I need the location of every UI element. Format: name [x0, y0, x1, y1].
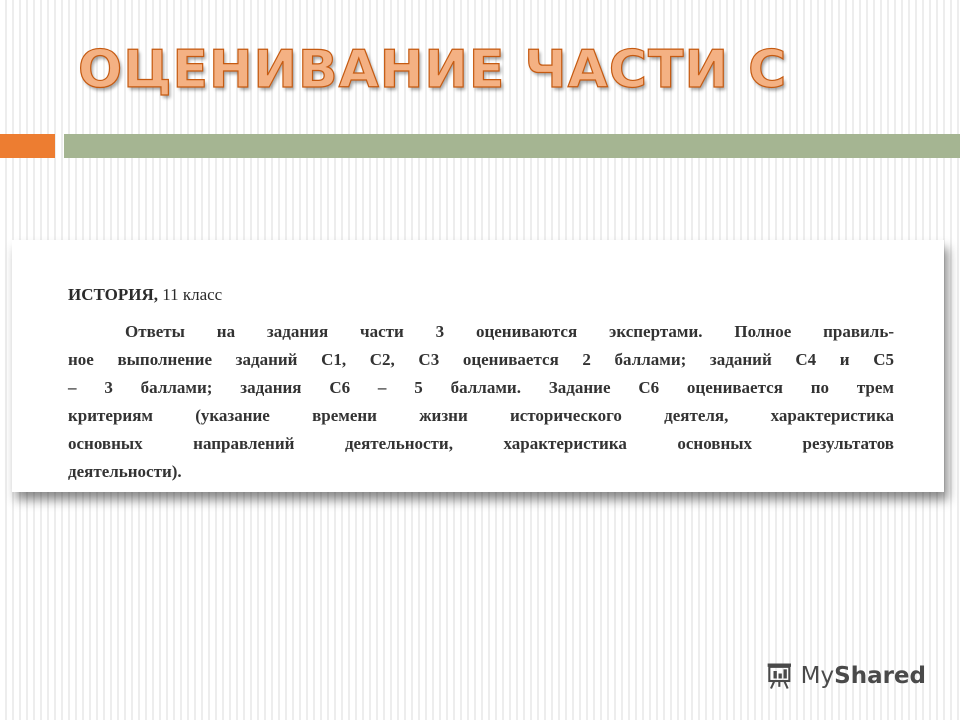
presentation-board-icon — [766, 659, 793, 693]
slide-title: ОЦЕНИВАНИЕ ЧАСТИ С — [78, 40, 788, 100]
document-heading — [68, 285, 222, 305]
document-excerpt — [12, 240, 944, 492]
document-paragraph-line: критериям (указание времени жизни исторического деятеля, характеристика — [68, 406, 894, 425]
watermark-text — [801, 663, 926, 689]
document-paragraph-line: деятельности). — [68, 462, 182, 481]
document-subject: ИСТОРИЯ, — [68, 285, 158, 304]
document-paragraph-line: – 3 баллами; задания С6 – 5 баллами. Задание С6 оценивается по трем — [68, 378, 894, 397]
watermark-brand-shared: Shared — [834, 663, 926, 689]
document-paragraph-line: основных направлений деятельности, характеристика основных результатов — [68, 434, 894, 453]
document-paragraph-line: ное выполнение заданий С1, С2, С3 оценивается 2 баллами; заданий С4 и С5 — [68, 350, 894, 369]
mysharedwatermark — [766, 656, 926, 696]
document-paragraph-line: Ответы на задания части 3 оцениваются экспертами. Полное правиль- — [125, 322, 894, 341]
document-grade: 11 класс — [162, 285, 223, 304]
title-underline-accent — [0, 134, 55, 158]
watermark-brand-my: My — [800, 663, 835, 689]
title-underline-bar — [64, 134, 960, 158]
